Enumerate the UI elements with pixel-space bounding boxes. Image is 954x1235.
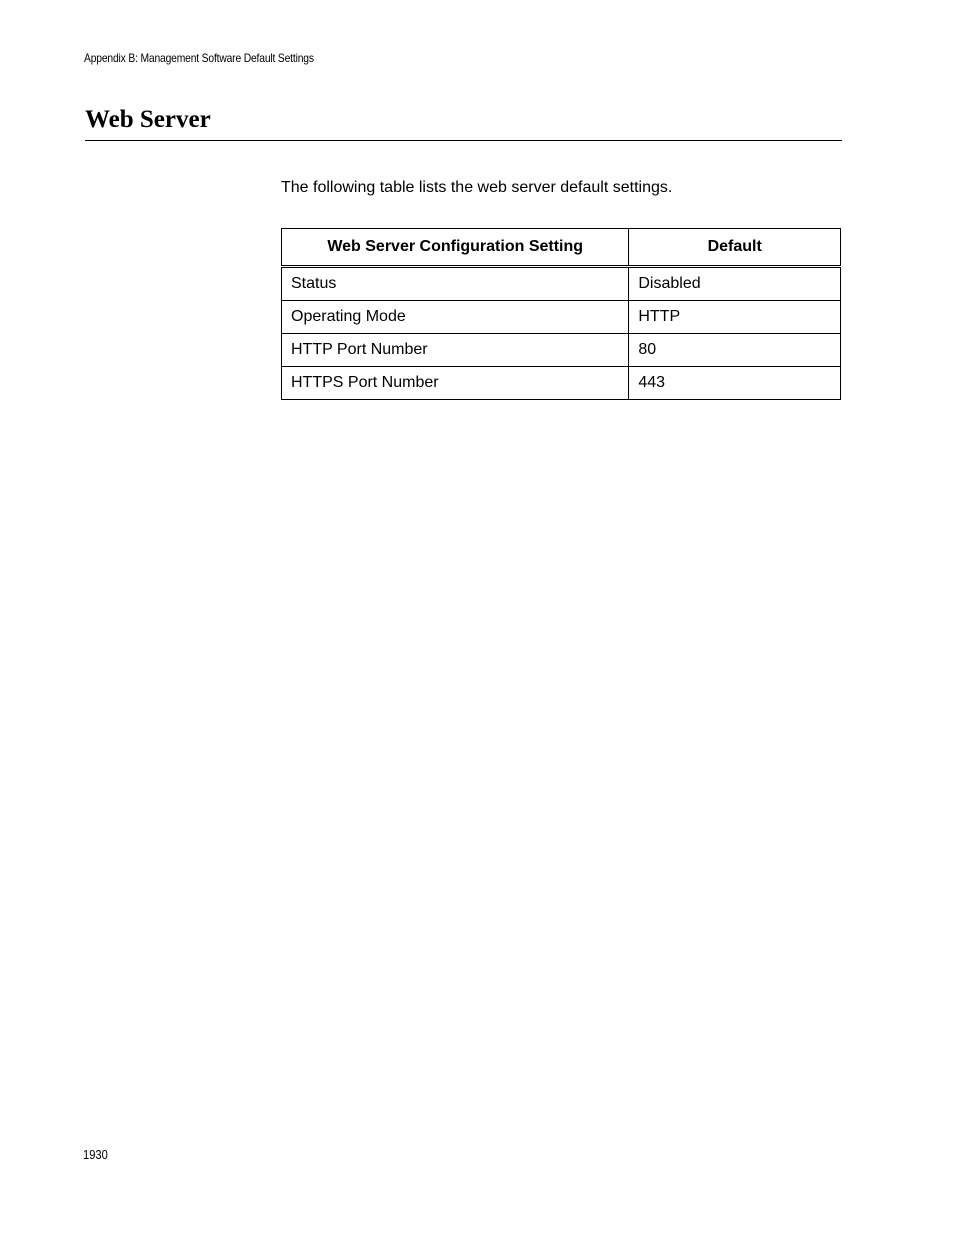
setting-cell: Status xyxy=(282,267,629,301)
column-header-default: Default xyxy=(629,229,841,267)
title-rule xyxy=(85,140,842,141)
setting-cell: HTTP Port Number xyxy=(282,334,629,367)
default-cell: 80 xyxy=(629,334,841,367)
setting-cell: HTTPS Port Number xyxy=(282,367,629,400)
intro-paragraph: The following table lists the web server default settings. xyxy=(281,179,673,196)
table-row xyxy=(282,367,841,400)
default-cell: Disabled xyxy=(629,267,841,301)
running-header: Appendix B: Management Software Default Settings xyxy=(84,51,314,65)
default-cell: HTTP xyxy=(629,301,841,334)
table-row xyxy=(282,301,841,334)
default-cell: 443 xyxy=(629,367,841,400)
column-header-setting: Web Server Configuration Setting xyxy=(282,229,629,267)
settings-table xyxy=(281,228,841,400)
table-row xyxy=(282,267,841,301)
table-header-row xyxy=(282,229,841,267)
table-row xyxy=(282,334,841,367)
section-title: Web Server xyxy=(85,106,211,133)
page-number: 1930 xyxy=(83,1147,108,1162)
setting-cell: Operating Mode xyxy=(282,301,629,334)
